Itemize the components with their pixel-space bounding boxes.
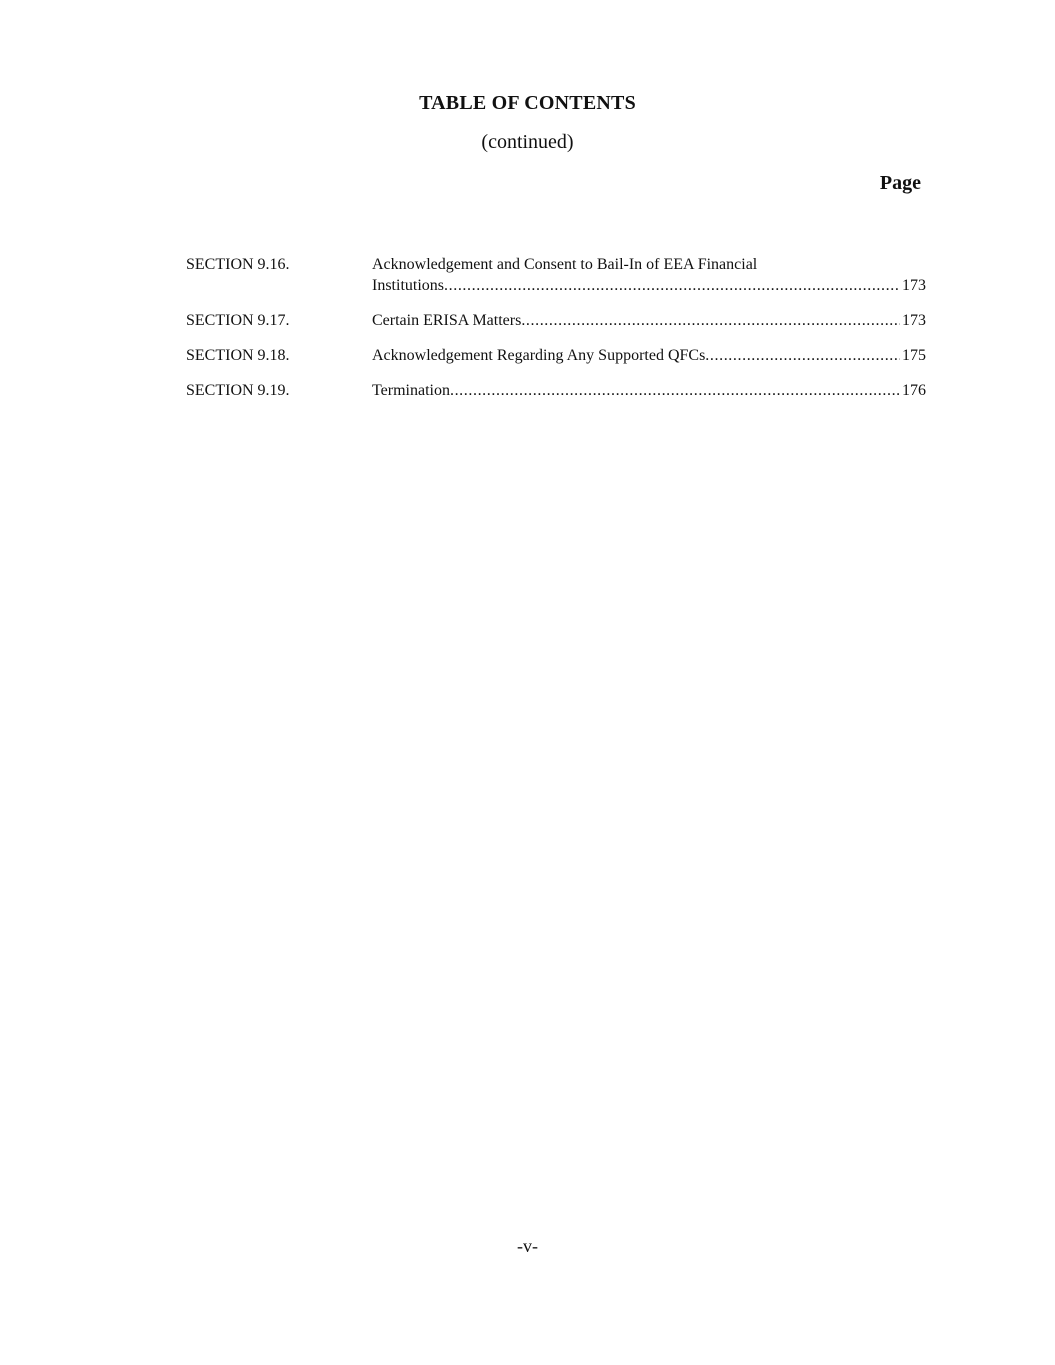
section-number: SECTION 9.19. (186, 382, 290, 399)
entry-title-line1: Acknowledgement and Consent to Bail-In of EEA Financial (372, 256, 758, 273)
entry-page-number: 176 (902, 382, 926, 399)
toc-entry (186, 254, 926, 296)
entry-body (372, 380, 926, 401)
dot-leader (521, 310, 900, 331)
toc-entries (186, 254, 926, 415)
entry-page-number: 175 (902, 347, 926, 364)
section-number: SECTION 9.16. (186, 256, 290, 273)
entry-body (372, 345, 926, 366)
entry-title: Acknowledgement Regarding Any Supported QFCs (372, 347, 706, 364)
entry-title-line2: Institutions (372, 277, 445, 294)
entry-page-number: 173 (902, 277, 926, 294)
page-subtitle: (continued) (481, 131, 574, 153)
toc-entry (186, 380, 926, 401)
dot-leader (705, 345, 900, 366)
toc-entry (186, 345, 926, 366)
dot-leader (444, 275, 900, 296)
entry-body (372, 254, 926, 296)
toc-entry (186, 310, 926, 331)
entry-page-number: 173 (902, 312, 926, 329)
page-column-label: Page (879, 172, 921, 194)
entry-title: Termination (372, 382, 450, 399)
page-footer-number: -v- (517, 1236, 538, 1256)
section-number: SECTION 9.17. (186, 312, 290, 329)
entry-title: Certain ERISA Matters (372, 312, 522, 329)
entry-body (372, 310, 926, 331)
dot-leader (450, 380, 900, 401)
section-number: SECTION 9.18. (186, 347, 290, 364)
page-title: TABLE OF CONTENTS (419, 92, 636, 114)
